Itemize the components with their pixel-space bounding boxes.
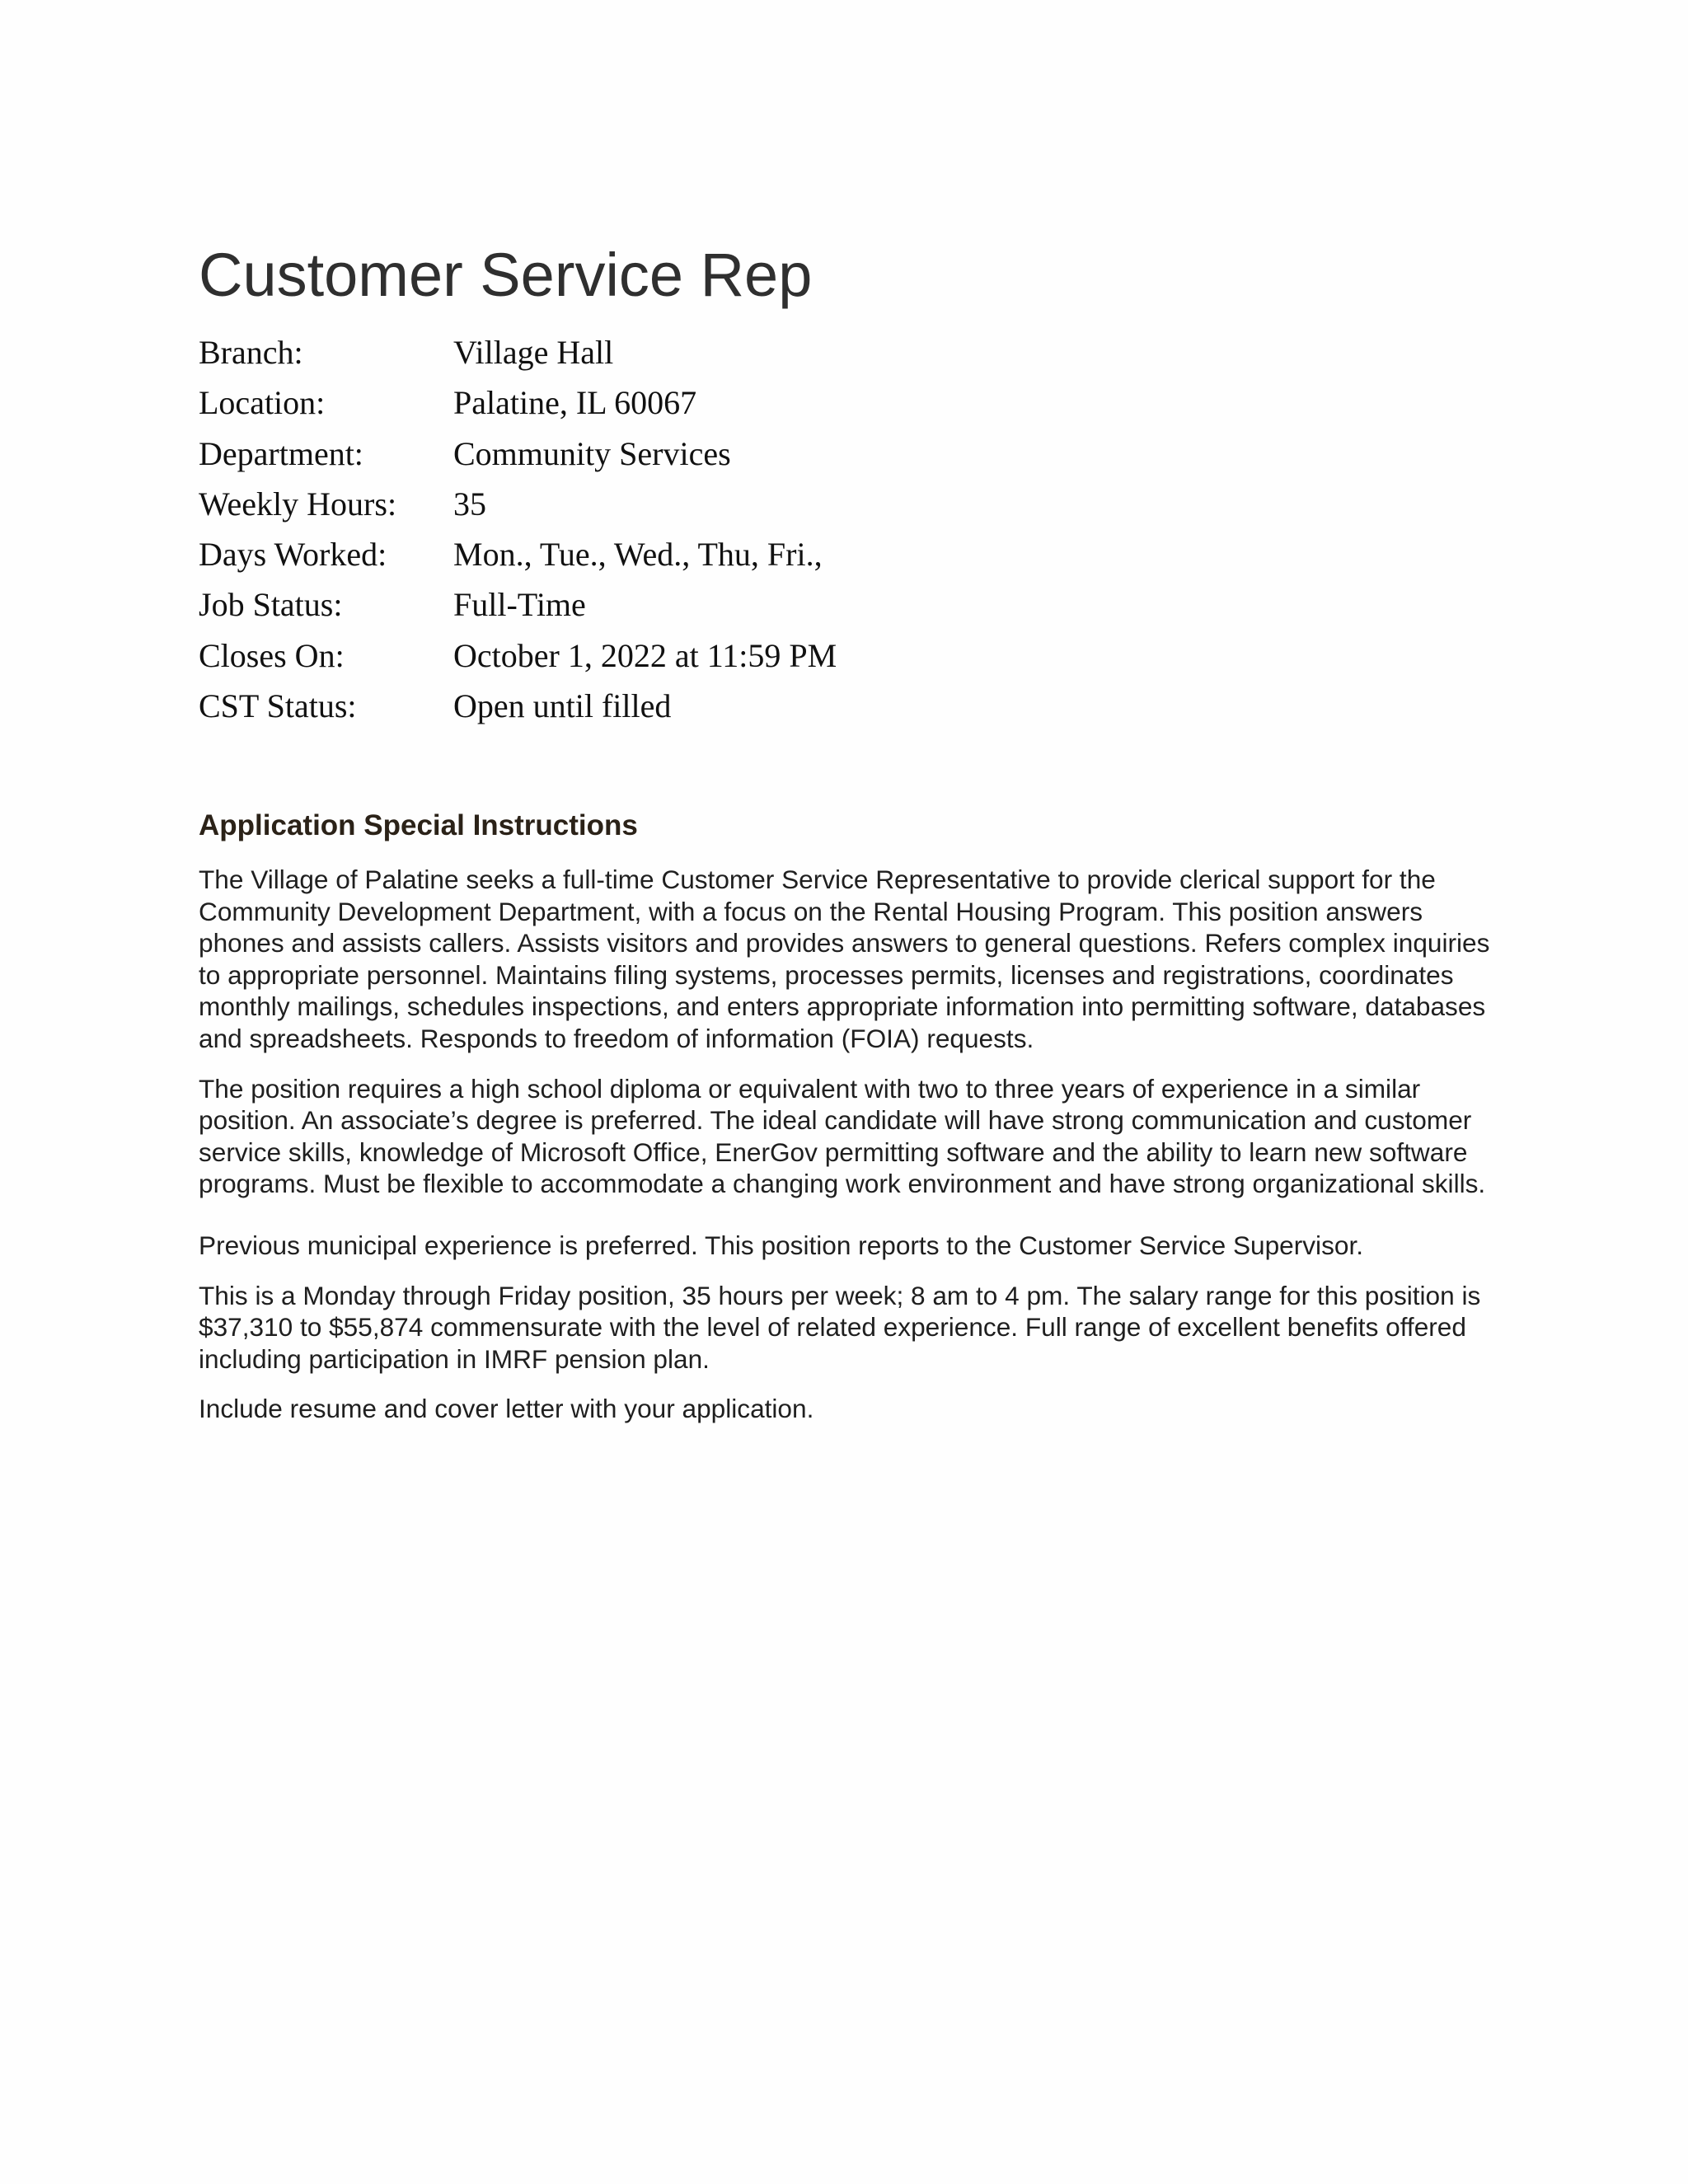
paragraph-requirements: The position requires a high school diploma or equivalent with two to three years of experience in a similar position. An associate’s degree is preferred. The ideal candidate will have strong communication and customer service skills, knowledge of Microsoft Office, EnerGov permitting software and the ability to learn new software programs. Must be flexible to accommodate a changing work environment and have strong organizational skills. (199, 1073, 1486, 1199)
detail-value: Mon., Tue., Wed., Thu, Fri., (453, 536, 823, 574)
detail-row-department (199, 429, 1023, 479)
detail-value: Community Services (453, 434, 731, 472)
detail-value: October 1, 2022 at 11:59 PM (453, 636, 837, 674)
detail-label: Closes On: (199, 636, 345, 674)
detail-label: Days Worked: (199, 536, 387, 574)
detail-value: Full-Time (453, 586, 586, 624)
detail-label: Weekly Hours: (199, 485, 397, 523)
detail-row-cst-status (199, 681, 1023, 731)
section-heading: Application Special Instructions (199, 809, 638, 841)
detail-label: Department: (199, 434, 363, 472)
detail-value: Village Hall (453, 334, 614, 371)
detail-row-location (199, 377, 1023, 428)
detail-label: Job Status: (199, 586, 343, 624)
detail-row-branch (199, 327, 1023, 377)
detail-label: CST Status: (199, 687, 357, 725)
detail-row-closes-on (199, 630, 1023, 681)
detail-label: Location: (199, 384, 326, 422)
detail-row-weekly-hours (199, 479, 1023, 529)
detail-value: Open until filled (453, 687, 672, 725)
paragraph-experience: Previous municipal experience is preferred. This position reports to the Customer Service Supervisor. (199, 1230, 1364, 1260)
job-title: Customer Service Rep (199, 241, 813, 309)
detail-value: Palatine, IL 60067 (453, 384, 697, 422)
paragraph-application-note: Include resume and cover letter with your application. (199, 1394, 814, 1424)
job-details-list (199, 327, 1023, 731)
detail-label: Branch: (199, 334, 303, 371)
paragraph-description: The Village of Palatine seeks a full-time Customer Service Representative to provide clerical support for the Community Development Department, with a focus on the Rental Housing Program. This position answers phones and assists callers. Assists visitors and provides answers to general questions. Refers complex inquiries to appropriate personnel. Maintains filing systems, processes permits, licenses and registrations, coordinates monthly mailings, schedules inspections, and enters appropriate information into permitting software, databases and spreadsheets. Responds to freedom of information (FOIA) requests. (199, 865, 1490, 1053)
instructions-body (199, 864, 1493, 1425)
detail-value: 35 (453, 485, 486, 523)
detail-row-days-worked (199, 529, 1023, 579)
detail-row-job-status (199, 579, 1023, 630)
paragraph-schedule-salary: This is a Monday through Friday position, 35 hours per week; 8 am to 4 pm. The salary range for this position is $37,310 to $55,874 commensurate with the level of related experience. Full range of excellent benefits offered including participation in IMRF pension plan. (199, 1280, 1481, 1374)
